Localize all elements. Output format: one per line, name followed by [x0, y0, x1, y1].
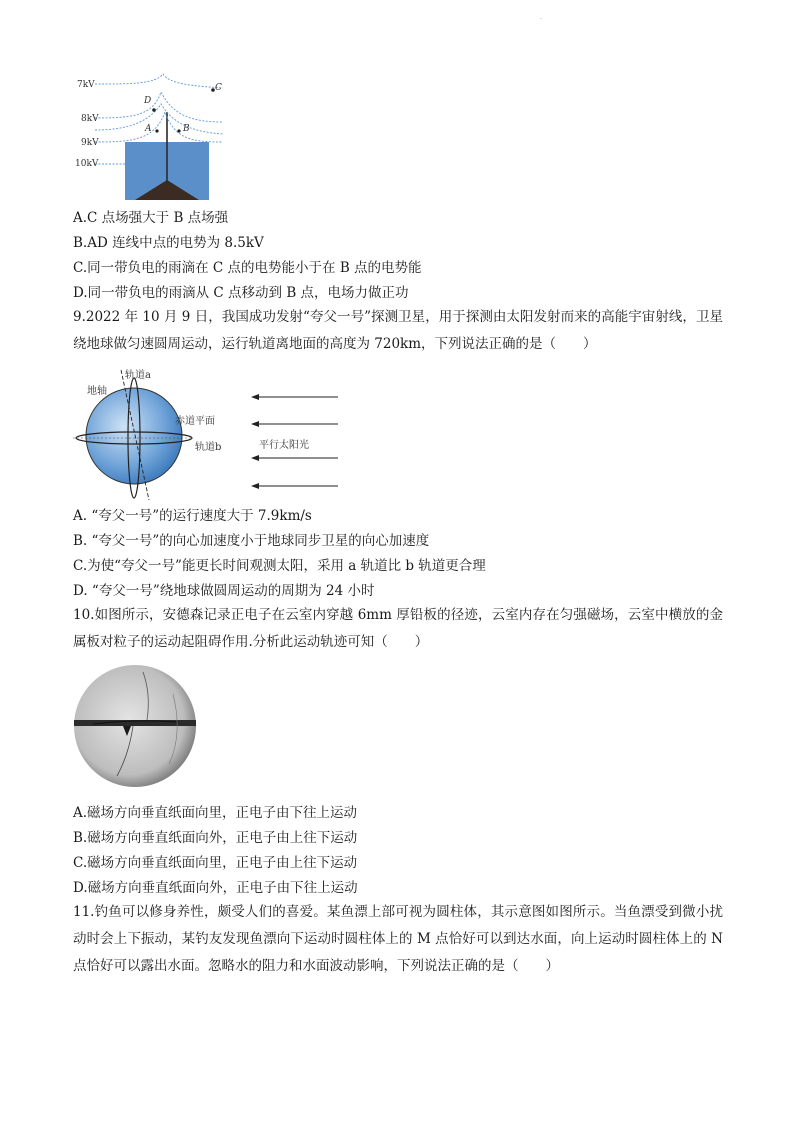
equator-plane-label: 赤道平面 — [175, 416, 215, 427]
q9-option-a: A. “夸父一号”的运行速度大于 7.9km/s — [73, 508, 312, 524]
point-b-label: B — [183, 124, 190, 134]
label-8kv: 8kV — [81, 114, 99, 124]
q8-option-d: D.同一带负电的雨滴从 C 点移动到 B 点，电场力做正功 — [73, 285, 409, 301]
q10-option-d: D.磁场方向垂直纸面向外，正电子由下往上运动 — [73, 880, 358, 896]
label-7kv: 7kV — [77, 80, 95, 90]
point-d-label: D — [144, 96, 152, 106]
q8-option-c: C.同一带负电的雨滴在 C 点的电势能小于在 B 点的电势能 — [73, 260, 422, 276]
page-corner-mark: . — [540, 14, 542, 21]
point-c-label: C — [215, 83, 222, 93]
q9-option-c: C.为使“夸父一号”能更长时间观测太阳，采用 a 轨道比 b 轨道更合理 — [73, 558, 486, 574]
sunlight-label: 平行太阳光 — [259, 440, 309, 451]
equipotential-figure — [73, 72, 233, 202]
q10-option-b: B.磁场方向垂直纸面向外，正电子由上往下运动 — [73, 830, 358, 846]
q9-option-b: B. “夸父一号”的向心加速度小于地球同步卫星的向心加速度 — [73, 533, 430, 549]
q8-option-b: B.AD 连线中点的电势为 8.5kV — [73, 235, 264, 251]
q10-stem: 10.如图所示，安德森记录正电子在云室内穿越 6mm 厚铅板的径迹，云室内存在匀强磁场，云室中横放的金属板对粒子的运动起阻碍作用.分析此运动轨迹可知（ ） — [73, 607, 723, 650]
orbit-a-label: 轨道a — [125, 370, 151, 381]
point-a-label: A — [145, 124, 152, 134]
earth-axis-label: 地轴 — [87, 386, 107, 397]
orbit-figure — [73, 362, 353, 502]
q9-option-d: D. “夸父一号”绕地球做圆周运动的周期为 24 小时 — [73, 583, 375, 599]
q9-stem: 9.2022 年 10 月 9 日，我国成功发射“夸父一号”探测卫星，用于探测由太阳发射而来的高能宇宙射线，卫星绕地球做匀速圆周运动，运行轨道离地面的高度为 720km，下列说法正确的是（ ） — [73, 309, 723, 352]
label-10kv: 10kV — [75, 159, 99, 169]
q8-option-a: A.C 点场强大于 B 点场强 — [73, 210, 229, 226]
q10-option-c: C.磁场方向垂直纸面向里，正电子由上往下运动 — [73, 855, 358, 871]
label-9kv: 9kV — [81, 138, 99, 148]
cloud-chamber-photo — [73, 664, 197, 788]
q11-stem: 11.钓鱼可以修身养性，颇受人们的喜爱。某鱼漂上部可视为圆柱体，其示意图如图所示。当鱼漂受到微小扰动时会上下振动，某钓友发现鱼漂向下运动时圆柱体上的 M 点恰好可以到达水面，向上运动时圆柱体上的 N 点恰好可以露出水面。忽略水的阻力和水面波动影响，下列说法正确的是（ ） — [73, 904, 723, 974]
q10-option-a: A.磁场方向垂直纸面向里，正电子由下往上运动 — [73, 805, 358, 821]
orbit-b-label: 轨道b — [195, 442, 222, 453]
